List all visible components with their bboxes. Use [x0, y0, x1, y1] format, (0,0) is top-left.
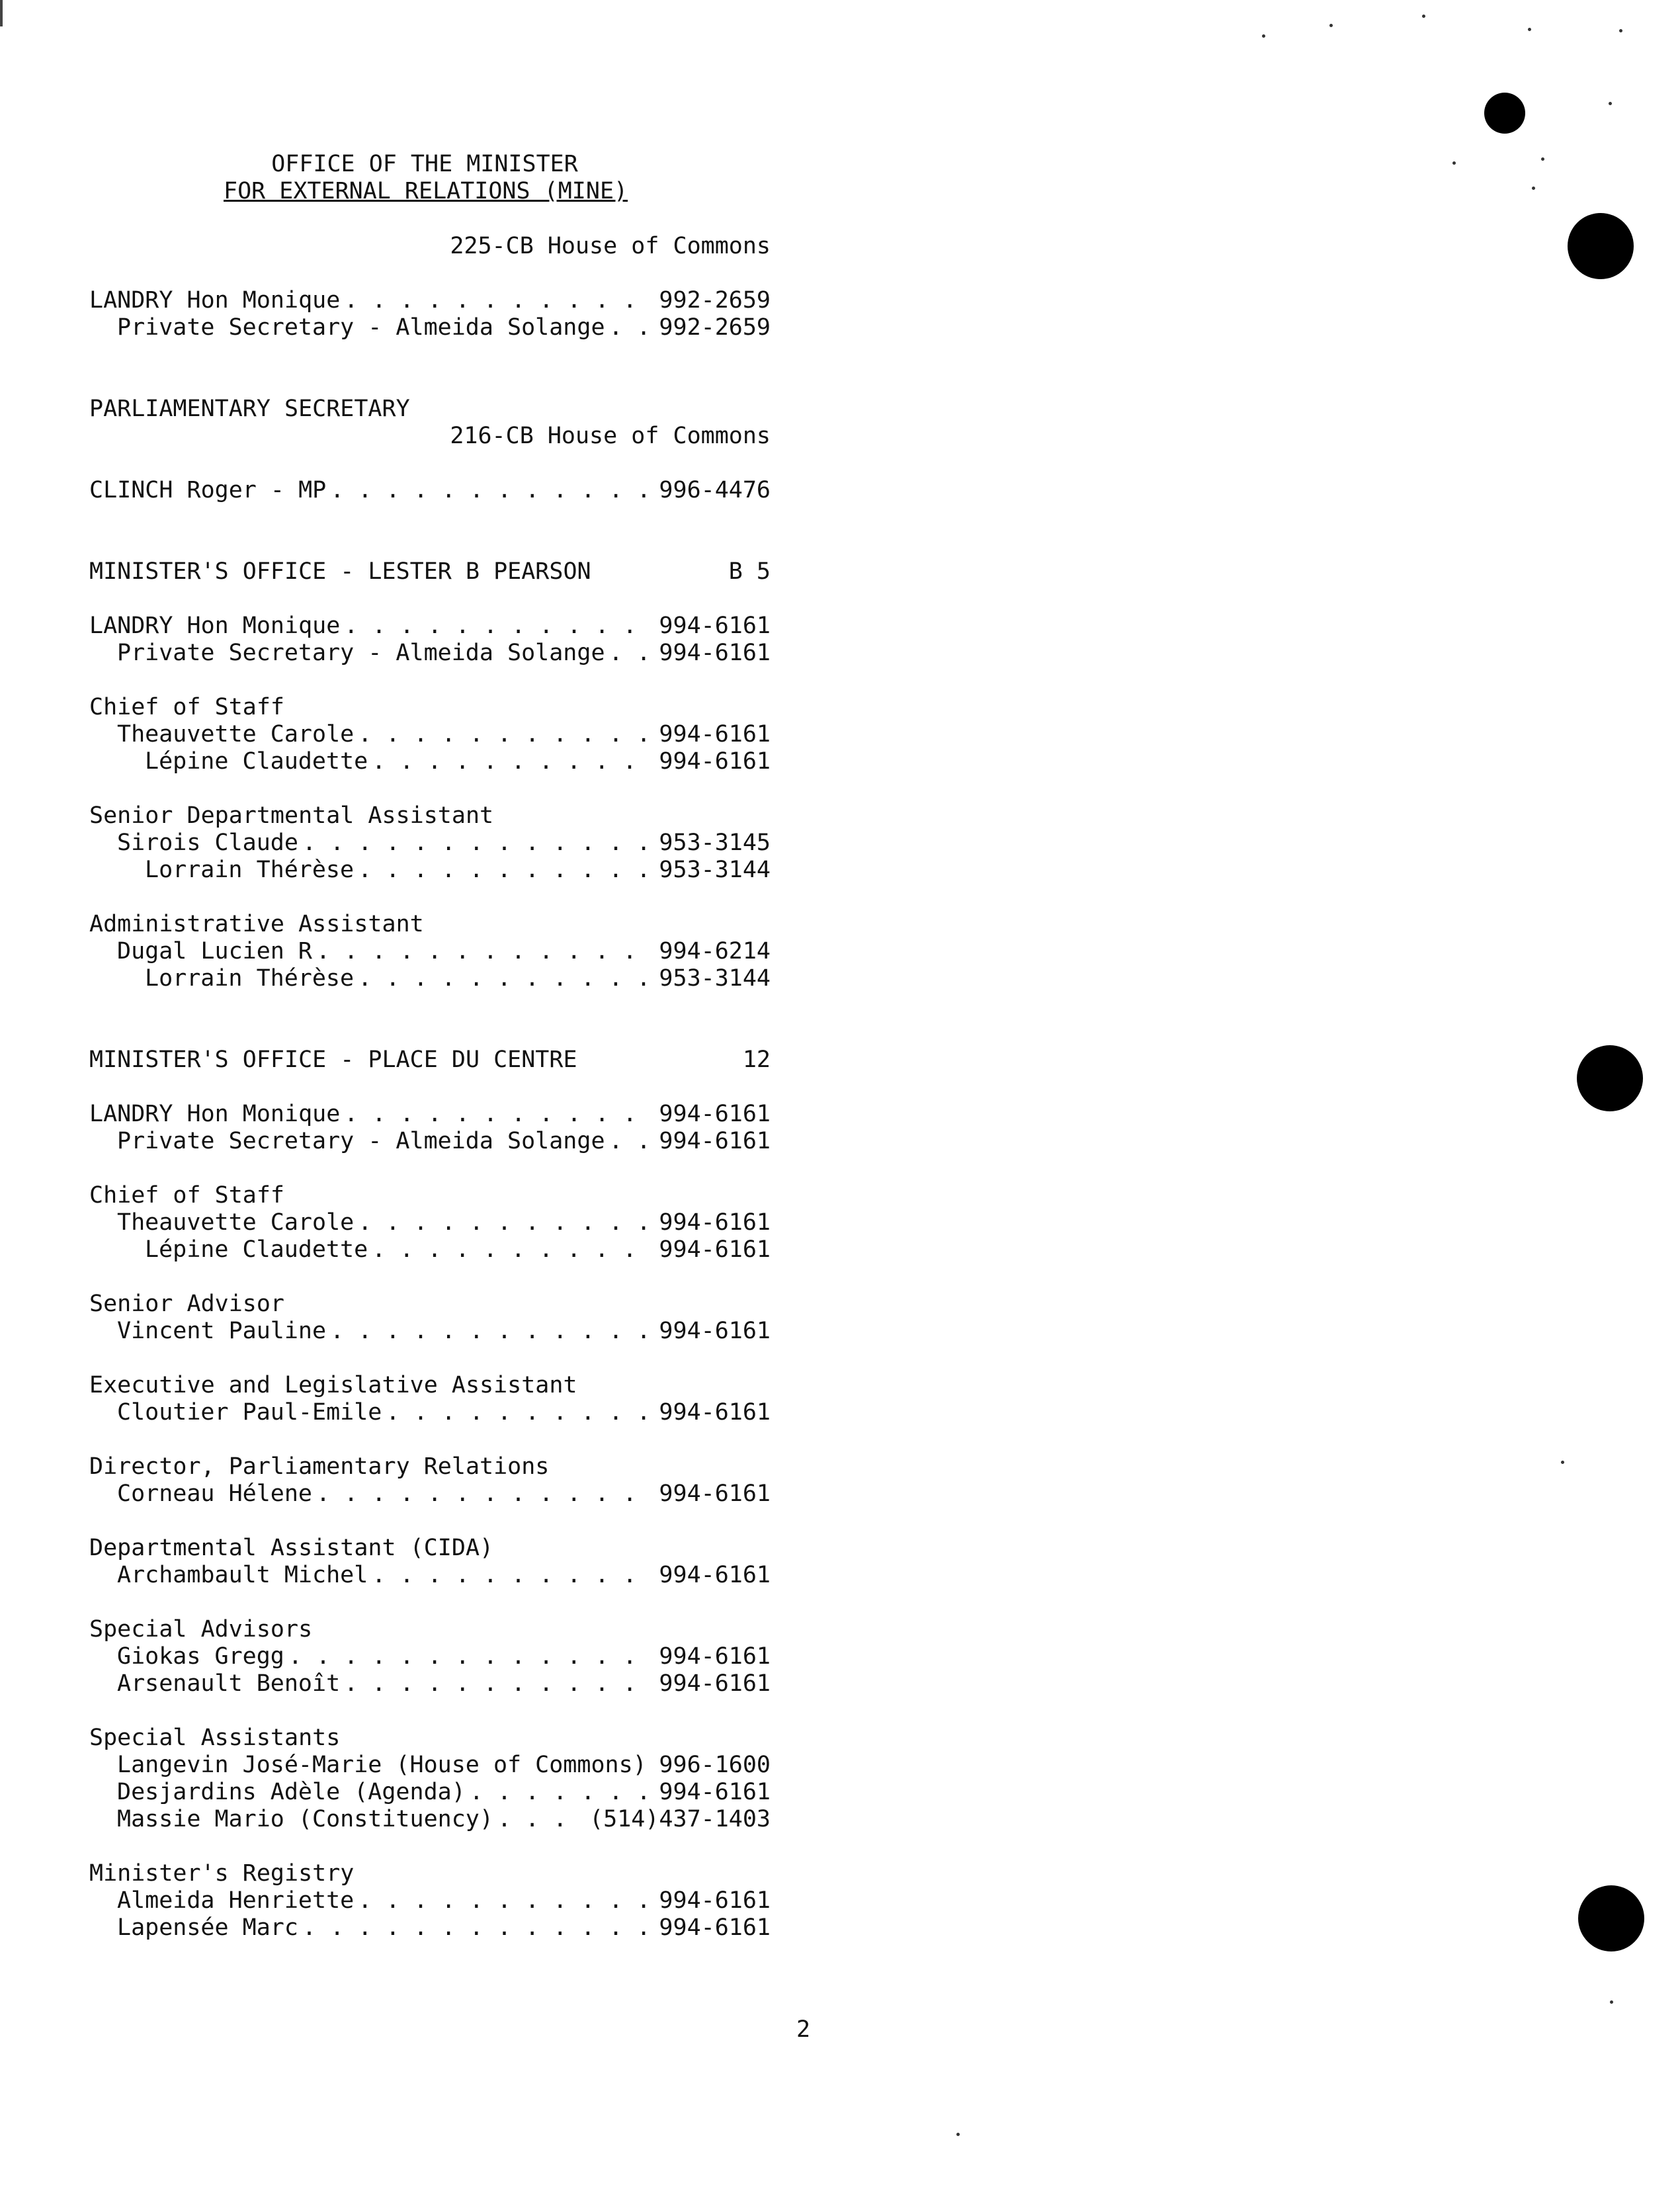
directory-entry [89, 1236, 771, 1264]
directory-section [89, 233, 771, 341]
dot-leader [316, 1480, 655, 1508]
scan-speck [1452, 161, 1456, 165]
entry-name: Arsenault Benoît [117, 1670, 341, 1697]
scan-speck [1532, 187, 1535, 190]
entry-phone: 996-4476 [659, 477, 771, 503]
entry-name: Private Secretary - Almeida Solange [117, 640, 605, 666]
entry-group [89, 1101, 771, 1155]
dot-leader [386, 1399, 655, 1426]
role-title: Departmental Assistant (CIDA) [89, 1535, 494, 1561]
entry-name: Theauvette Carole [117, 1209, 355, 1236]
entry-phone: 994-6161 [659, 1887, 771, 1914]
role-title: Minister's Registry [89, 1860, 355, 1887]
entry-name: Lépine Claudette [145, 748, 368, 775]
entry-name: LANDRY Hon Monique [89, 1101, 341, 1127]
dot-leader [358, 857, 655, 884]
entry-name: Massie Mario (Constituency) [117, 1806, 493, 1832]
dot-leader [609, 1128, 655, 1155]
entry-name: Cloutier Paul-Emile [117, 1399, 382, 1426]
dot-leader [358, 1209, 655, 1236]
dot-leader [288, 1643, 655, 1670]
role-title: Administrative Assistant [89, 911, 424, 937]
entry-phone: 994-6161 [659, 748, 771, 775]
entry-phone: 994-6161 [659, 1480, 771, 1507]
directory-entry [89, 1670, 771, 1697]
entry-phone: 994-6161 [659, 1101, 771, 1127]
directory-entry [89, 1128, 771, 1155]
dot-leader [344, 613, 655, 640]
entry-phone: 994-6161 [659, 1643, 771, 1670]
directory-entry [89, 477, 771, 504]
scan-speck [1619, 29, 1622, 32]
directory-entry [89, 314, 771, 341]
entry-phone: (514)437-1403 [589, 1806, 771, 1832]
dot-leader [470, 1779, 655, 1806]
entry-phone: 992-2659 [659, 287, 771, 314]
directory-entry [89, 1562, 771, 1589]
directory-entry [89, 1779, 771, 1806]
entry-name: Desjardins Adèle (Agenda) [117, 1779, 466, 1805]
directory-entry [89, 938, 771, 965]
dot-leader [372, 1236, 655, 1264]
entry-phone: 994-6161 [659, 1236, 771, 1263]
entry-phone: 953-3145 [659, 830, 771, 856]
directory-section [89, 1047, 771, 1942]
entry-name: Archambault Michel [117, 1562, 368, 1588]
role-title: Director, Parliamentary Relations [89, 1453, 550, 1480]
entry-group [89, 1616, 771, 1697]
entry-group [89, 613, 771, 667]
dot-leader [609, 640, 655, 667]
entry-phone: 996-1600 [659, 1752, 771, 1778]
scan-speck [1610, 2000, 1613, 2004]
entry-group [89, 1291, 771, 1345]
entry-name: LANDRY Hon Monique [89, 287, 341, 314]
dot-leader [344, 1101, 655, 1128]
entry-phone: 994-6161 [659, 1670, 771, 1697]
entry-name: Langevin José-Marie (House of Commons) [117, 1752, 647, 1778]
dot-leader [372, 748, 655, 775]
scan-speck [1329, 24, 1333, 27]
directory-entry [89, 857, 771, 884]
directory-entry [89, 1399, 771, 1426]
directory-entry [89, 1752, 771, 1779]
dot-leader [302, 830, 655, 857]
section-heading [89, 1047, 771, 1074]
entry-phone: 994-6161 [659, 1318, 771, 1344]
entry-phone: 994-6214 [659, 938, 771, 964]
header-subtitle: FOR EXTERNAL RELATIONS (MINE) [224, 178, 628, 204]
directory-entry [89, 1914, 771, 1942]
section-location: 12 [742, 1047, 771, 1073]
directory-section [89, 558, 771, 992]
scan-speck [1561, 1461, 1564, 1464]
directory-entry [89, 1887, 771, 1914]
entry-name: Theauvette Carole [117, 721, 355, 748]
directory-entry [89, 1101, 771, 1128]
entry-name: Almeida Henriette [117, 1887, 355, 1914]
directory-entry [89, 1480, 771, 1508]
dot-leader [609, 314, 655, 341]
role-title: Chief of Staff [89, 1182, 285, 1209]
entry-phone: 994-6161 [659, 1562, 771, 1588]
directory-entry [89, 965, 771, 992]
entry-phone: 953-3144 [659, 965, 771, 992]
entry-phone: 953-3144 [659, 857, 771, 883]
dot-leader [344, 1670, 655, 1697]
entry-group [89, 1860, 771, 1942]
entry-group [89, 287, 771, 341]
entry-group [89, 477, 771, 504]
entry-group [89, 802, 771, 884]
punch-hole-bottom [1578, 1885, 1644, 1951]
scan-speck [1541, 157, 1544, 161]
role-title: Chief of Staff [89, 694, 285, 720]
entry-group [89, 1725, 771, 1833]
entry-group [89, 1182, 771, 1264]
role-title: Special Advisors [89, 1616, 313, 1643]
role-title: Special Assistants [89, 1725, 341, 1751]
entry-name: LANDRY Hon Monique [89, 613, 341, 639]
directory-entry [89, 613, 771, 640]
entry-name: Private Secretary - Almeida Solange [117, 314, 605, 341]
entry-name: Giokas Gregg [117, 1643, 284, 1670]
dot-leader [330, 1318, 655, 1345]
entry-name: Vincent Pauline [117, 1318, 327, 1344]
directory-entry [89, 1318, 771, 1345]
directory-entry [89, 1806, 771, 1833]
dot-leader [316, 938, 655, 965]
entry-group [89, 1372, 771, 1426]
role-title: Senior Departmental Assistant [89, 802, 494, 829]
entry-group [89, 694, 771, 775]
entry-phone: 994-6161 [659, 1209, 771, 1236]
scan-speck [1528, 28, 1531, 31]
entry-phone: 994-6161 [659, 1128, 771, 1154]
entry-group [89, 911, 771, 992]
header-title: OFFICE OF THE MINISTER [271, 151, 578, 177]
entry-name: Lorrain Thérèse [145, 965, 355, 992]
scan-speck [1262, 34, 1265, 38]
directory-section [89, 396, 771, 504]
entry-name: Corneau Hélene [117, 1480, 313, 1507]
directory-entry [89, 1643, 771, 1670]
punch-hole-partial [1484, 93, 1525, 134]
dot-leader [330, 477, 655, 504]
entry-phone: 994-6161 [659, 1914, 771, 1941]
section-title: MINISTER'S OFFICE - PLACE DU CENTRE [89, 1047, 577, 1073]
entry-phone: 992-2659 [659, 314, 771, 341]
punch-hole-middle [1577, 1045, 1643, 1111]
entry-name: Dugal Lucien R [117, 938, 313, 964]
page-number: 2 [796, 2016, 811, 2043]
entry-name: Lépine Claudette [145, 1236, 368, 1263]
entry-phone: 994-6161 [659, 640, 771, 666]
entry-phone: 994-6161 [659, 1779, 771, 1805]
directory-entry [89, 721, 771, 748]
directory-entry [89, 830, 771, 857]
dot-leader [358, 1887, 655, 1914]
directory-entry [89, 640, 771, 667]
section-title: PARLIAMENTARY SECRETARY [89, 396, 410, 422]
entry-name: Lorrain Thérèse [145, 857, 355, 883]
section-heading [89, 396, 771, 423]
directory-entry [89, 748, 771, 775]
scan-edge-mark [0, 0, 3, 26]
directory-listing [89, 233, 771, 1942]
section-address: 216-CB House of Commons [450, 423, 771, 449]
entry-name: CLINCH Roger - MP [89, 477, 327, 503]
section-heading [89, 558, 771, 585]
entry-name: Private Secretary - Almeida Solange [117, 1128, 605, 1154]
entry-phone: 994-6161 [659, 613, 771, 639]
role-title: Executive and Legislative Assistant [89, 1372, 577, 1398]
section-address: 225-CB House of Commons [450, 233, 771, 259]
entry-group [89, 1453, 771, 1508]
directory-entry [89, 1209, 771, 1236]
scan-speck [956, 2133, 960, 2136]
entry-phone: 994-6161 [659, 1399, 771, 1426]
role-title: Senior Advisor [89, 1291, 285, 1317]
section-location: B 5 [728, 558, 771, 585]
entry-name: Lapensée Marc [117, 1914, 298, 1941]
page-header [224, 151, 626, 205]
dot-leader [497, 1806, 585, 1833]
scan-speck [1609, 102, 1612, 105]
entry-group [89, 1535, 771, 1589]
dot-leader [372, 1562, 655, 1589]
dot-leader [358, 721, 655, 748]
punch-hole-top [1568, 213, 1634, 279]
entry-phone: 994-6161 [659, 721, 771, 748]
entry-name: Sirois Claude [117, 830, 298, 856]
scan-speck [1422, 15, 1425, 18]
section-title: MINISTER'S OFFICE - LESTER B PEARSON [89, 558, 591, 585]
dot-leader [302, 1914, 655, 1942]
dot-leader [358, 965, 655, 992]
directory-entry [89, 287, 771, 314]
dot-leader [344, 287, 655, 314]
